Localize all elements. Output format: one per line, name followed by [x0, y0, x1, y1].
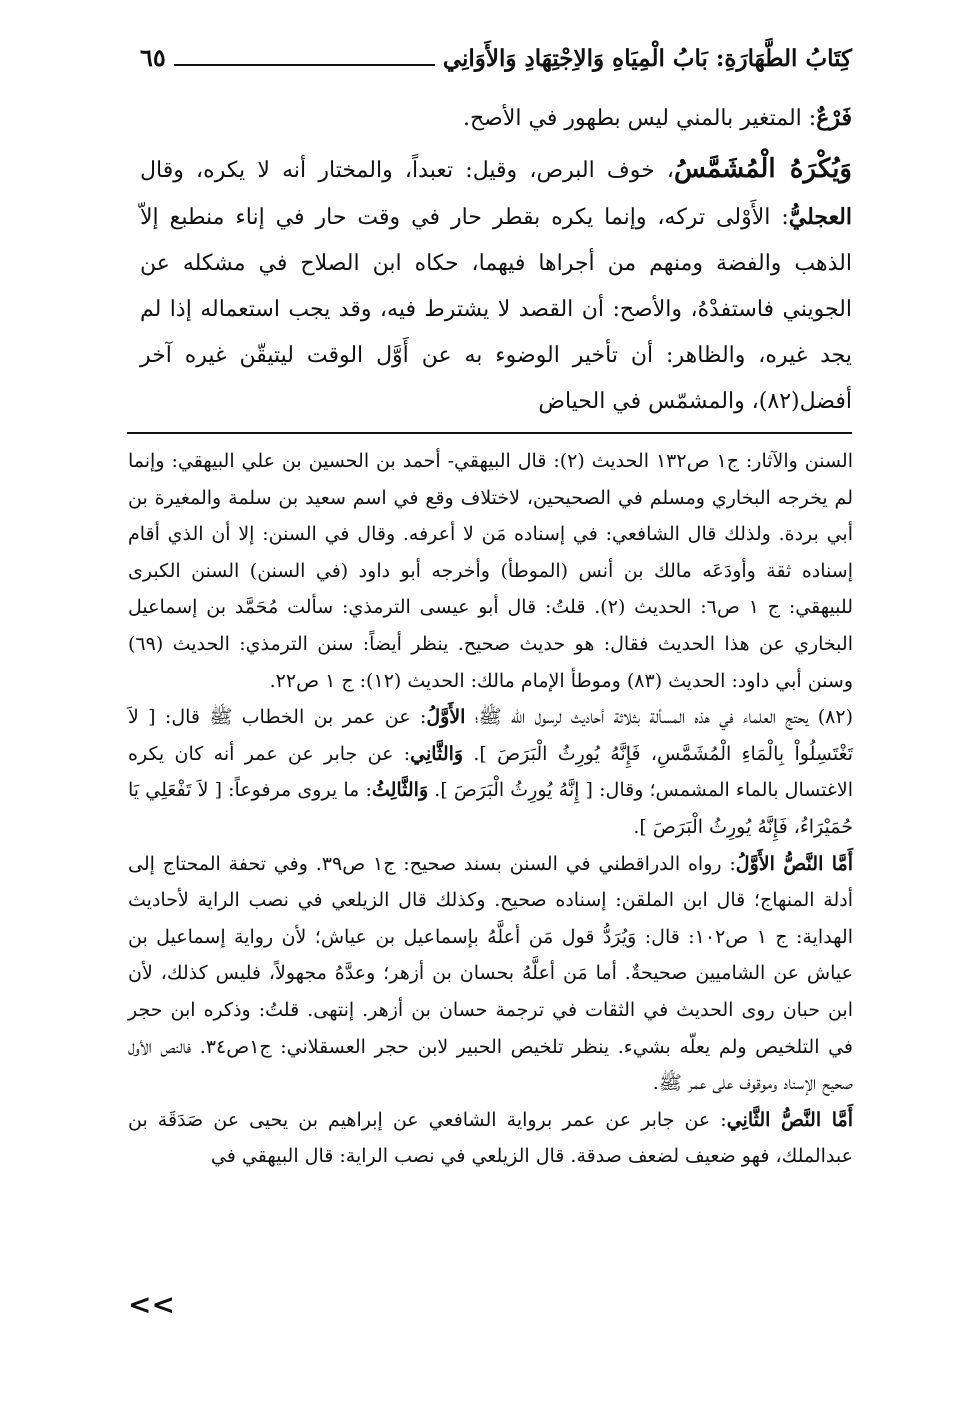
second-text-discussion: [128, 1102, 853, 1175]
branch-label: فَرْعٌ: [816, 105, 852, 131]
second-text-label: أَمَّا النَّصُّ الثَّانِي: [726, 1108, 853, 1131]
paragraph-text: : الأَوْلى تركه، وإنما يكره بقطر حار في وقت حار في إناء منطبع إلاّ الذهب والفضة ومنهم من أجراها فيهما، حكاه ابن الصلاح في مشكله عن الجويني فاستفدْهُ، والأصح: أن القصد لا يشترط فيه، وقد يجب استعماله إذا لم يجد غيره، والظاهر: أن تأخير الوضوء به عن أَوَّل الوقت ليتيقّن غيره آخر أفضل: [140, 205, 852, 414]
footnote-separator: [127, 432, 852, 434]
chapter-title: كِتَابُ الطَّهَارَةِ: بَابُ الْمِيَاهِ وَالاِجْتِهَادِ وَالأَوَانِي: [442, 45, 852, 72]
scholar-name: العجليُّ: [788, 204, 852, 230]
paragraph-text: ، والمشمّس في الحياض: [538, 389, 759, 414]
footnote-continuation: السنن والآثار: ج١ ص١٣٢ الحديث (٢): قال البيهقي- أحمد بن الحسين بن علي البيهقي: وإنما لم يخرجه البخاري ومسلم في الصحيحين، لاختلاف وقع في اسم سعيد بن سلمة والمغيرة بن أبي بردة. ولذلك قال الشافعي: في إسناده مَن لا أعرفه. وقال في السنن: إلا أن الذي أقام إسناده ثقة وأودَعَه مالك بن أنس (الموطأ) وأخرجه أبو داود (في السنن) السنن الكبرى للبيهقي: ج ١ ص٦: الحديث (٢). قلتُ: قال أبو عيسى الترمذي: سألت مُحَمَّد بن إسماعيل البخاري عن هذا الحديث فقال: هو حديث صحيح. ينظر أيضاً: سنن الترمذي: الحديث (٦٩) وسنن أبي داود: الحديث (٨٣) وموطأ الإمام مالك: الحديث (١٢): ج ١ ص٢٢.: [128, 450, 853, 692]
topic-heading: وَيُكْرَهُ الْمُشَمَّسُ: [674, 154, 852, 184]
paragraph-text: ، خوف البرص، وقيل: تعبداً، والمختار أنه لا يكره، وقال: [140, 158, 675, 183]
footnote-text: يحتج العلماء في هذه المسألة بثلاثة أحاديث لرسول الله ﷺ؛: [465, 706, 818, 729]
footnote-text: : عن جابر عن عمر برواية الشافعي عن إبراهيم بن يحيى عن صَدَقَة بن عبدالملك، فهو ضعيف لضعف صدقة. قال الزيلعي في نصب الراية: قال البيهقي في: [128, 1108, 853, 1168]
footnotes: [128, 443, 853, 1175]
first-text-discussion: [128, 846, 853, 1102]
header-rule: [174, 64, 435, 66]
footnote-text: : ما يروى مرفوعاً: [ لاَ تَفْعَلِي يَا حُمَيْرَاءُ، فَإِنَّهُ يُورِثُ الْبَرَصَ ].: [128, 779, 853, 838]
footnote-reference[interactable]: (٨٢): [758, 389, 800, 414]
running-header: [140, 28, 852, 72]
footnote-text: : رواه الدراقطني في السنن بسند صحيح: ج١ ص٣٩. وفي تحفة المحتاج إلى أدلة المنهاج؛ قال ابن الملقن: إسناده صحيح. وكذلك قال الزيلعي في نصب الراية لأحاديث الهداية: ج ١ ص١٠٢: قال: وَيُرَدُّ قول مَن أعلَّهُ بإسماعيل بن عياش؛ لأن رواية إسماعيل بن عياش عن الشاميين صحيحةٌ. أما مَن أعلَّهُ بحسان بن أزهر؛ وعدَّهُ مجهولاً، فليس كذلك، لأن ابن حبان روى الحديث في الثقات في ترجمة حسان بن أزهر. إنتهى. قلتُ: وذكره ابن حجر في التلخيص ولم يعلّه بشيء. ينظر تلخيص الحبير لابن حجر العسقلاني: ج١ص٣٤. فالنص الأول صحيح الإسناد وموقوف على عمر ﷺ.: [128, 852, 853, 1095]
hadith-second-label: وَالثَّانِي: [410, 742, 464, 765]
footnote-82: [128, 699, 853, 845]
sun-heated-water-paragraph: [140, 146, 852, 425]
branch-paragraph: [140, 95, 852, 142]
page-number: ٦٥: [140, 43, 166, 72]
branch-text: : المتغير بالمني ليس بطهور في الأصح.: [462, 106, 817, 131]
footnote-number: (٨٢): [817, 706, 853, 729]
first-text-label: أَمَّا النَّصُّ الأَوَّلُ: [735, 852, 854, 875]
hadith-third-label: وَالثَّالِثُ: [371, 779, 429, 802]
continuation-mark: <<: [128, 1288, 175, 1321]
main-text: [140, 95, 852, 425]
footnote-text: : عن عمر بن الخطاب ﷺ قال: [ لاَ تَغْتَسِلُواْ بِالْمَاءِ الْمُشَمَّسِ، فَإِنَّهُ يُورِثُ الْبَرَصَ ].: [128, 706, 854, 765]
footnote-text: : عن جابر عن عمر أنه كان يكره الاغتسال بالماء المشمس؛ وقال: [ إِنَّهُ يُورِثُ الْبَرَصَ ].: [128, 742, 853, 802]
hadith-first-label: الأَوَّلُ: [426, 706, 466, 729]
